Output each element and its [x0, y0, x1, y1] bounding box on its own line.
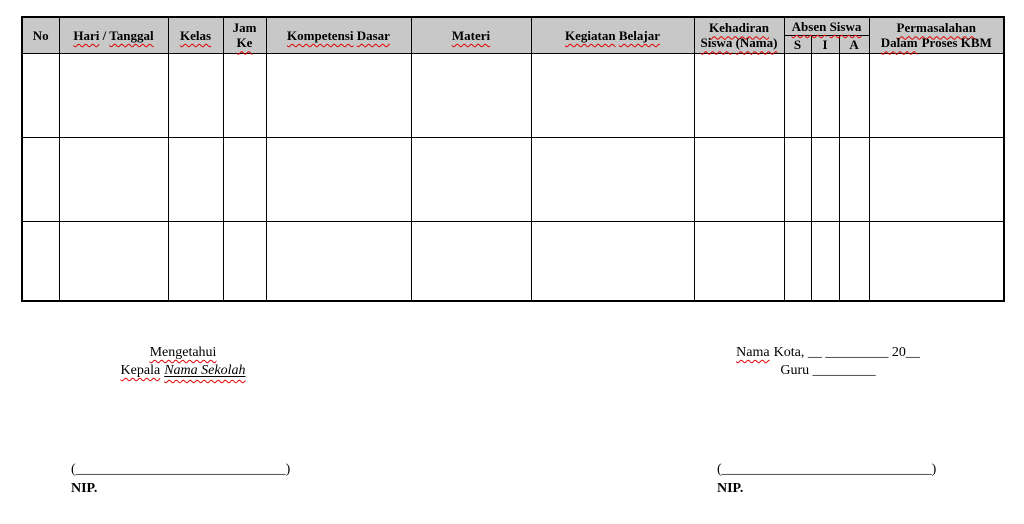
header-label-ke: Ke: [236, 35, 253, 51]
header-label-s: S: [793, 36, 802, 52]
table-cell: [266, 221, 411, 301]
teaching-journal-table: [21, 16, 1005, 302]
table-cell: [223, 221, 266, 301]
table-cell: [59, 137, 168, 221]
header-label-a: A: [849, 36, 859, 52]
table-cell: [531, 221, 694, 301]
nip-label: NIP.: [717, 481, 744, 496]
header-label-absen-siswa: Absen Siswa: [791, 18, 862, 34]
column-header-absen-i: [811, 35, 839, 53]
left-signatory-block: [88, 344, 278, 380]
table-row: [22, 53, 1004, 137]
header-label-siswa-nama: Siswa (Nama): [700, 35, 778, 51]
header-label-permasalahan: Permasalahan: [896, 20, 976, 36]
table-cell: [839, 221, 869, 301]
table-cell: [531, 137, 694, 221]
table-cell: [223, 53, 266, 137]
table-row: [22, 221, 1004, 301]
guru-line: [733, 362, 923, 380]
header-label-i: I: [822, 36, 828, 52]
kepala-text: Kepala: [120, 363, 161, 378]
column-header-kehadiran-siswa: [694, 17, 784, 53]
table-cell: [839, 53, 869, 137]
header-label-proses-kbm: Proses KBM: [921, 35, 992, 51]
column-header-absen-a: [839, 35, 869, 53]
header-label-no: No: [32, 27, 49, 43]
table-row: [22, 137, 1004, 221]
table-cell: [59, 53, 168, 137]
table-cell: [869, 137, 1004, 221]
table-cell: [694, 53, 784, 137]
header-label-dalam: Dalam: [880, 35, 918, 51]
column-header-absen-s: [784, 35, 811, 53]
mengetahui-text: Mengetahui: [149, 345, 217, 360]
table-cell: [411, 221, 531, 301]
column-header-absen-siswa: [784, 17, 869, 35]
header-label-jam: Jam: [232, 20, 257, 36]
date-blanks-text: Kota, __ _________ 20__: [773, 345, 920, 360]
table-cell: [811, 137, 839, 221]
table-cell: [869, 221, 1004, 301]
column-header-kompetensi-dasar: [266, 17, 411, 53]
column-header-no: [22, 17, 59, 53]
city-name-placeholder: Nama: [736, 345, 770, 360]
table-cell: [22, 221, 59, 301]
column-header-kelas: [168, 17, 223, 53]
column-header-jam-ke: [223, 17, 266, 53]
city-date-line: [733, 344, 923, 362]
column-header-hari-tanggal: [59, 17, 168, 53]
table-cell: [839, 137, 869, 221]
table-cell: [411, 53, 531, 137]
table-cell: [59, 221, 168, 301]
left-signature-area: [71, 460, 290, 498]
mengetahui-label: [88, 344, 278, 362]
header-label-materi: Materi: [451, 27, 491, 43]
header-label-kehadiran: Kehadiran: [709, 20, 769, 36]
header-label-kegiatan-belajar: Kegiatan Belajar: [565, 27, 660, 43]
table-cell: [266, 53, 411, 137]
header-label-hari-tanggal: Hari / Tanggal: [73, 27, 154, 43]
school-name-placeholder: Nama Sekolah: [164, 363, 246, 378]
table-cell: [168, 221, 223, 301]
guru-text: Guru _________: [780, 363, 876, 378]
table-cell: [694, 221, 784, 301]
kepala-sekolah-label: [88, 362, 278, 380]
table-cell: [266, 137, 411, 221]
table-cell: [811, 221, 839, 301]
table-cell: [168, 137, 223, 221]
table-cell: [531, 53, 694, 137]
right-signature-area: [717, 460, 936, 498]
table-cell: [784, 221, 811, 301]
table-cell: [784, 137, 811, 221]
header-label-kelas: Kelas: [179, 27, 212, 43]
table-cell: [22, 53, 59, 137]
table-cell: [694, 137, 784, 221]
table-cell: [411, 137, 531, 221]
table-cell: [869, 53, 1004, 137]
table-cell: [22, 137, 59, 221]
table-cell: [811, 53, 839, 137]
column-header-kegiatan-belajar: [531, 17, 694, 53]
signature-line: (______________________________): [717, 462, 937, 477]
column-header-permasalahan-kbm: [869, 17, 1004, 53]
right-signatory-block: [733, 344, 923, 380]
table-cell: [168, 53, 223, 137]
table-cell: [223, 137, 266, 221]
header-label-kompetensi-dasar: Kompetensi Dasar: [287, 27, 390, 43]
nip-label: NIP.: [71, 481, 98, 496]
table-cell: [784, 53, 811, 137]
column-header-materi: [411, 17, 531, 53]
signature-line: (______________________________): [71, 462, 291, 477]
